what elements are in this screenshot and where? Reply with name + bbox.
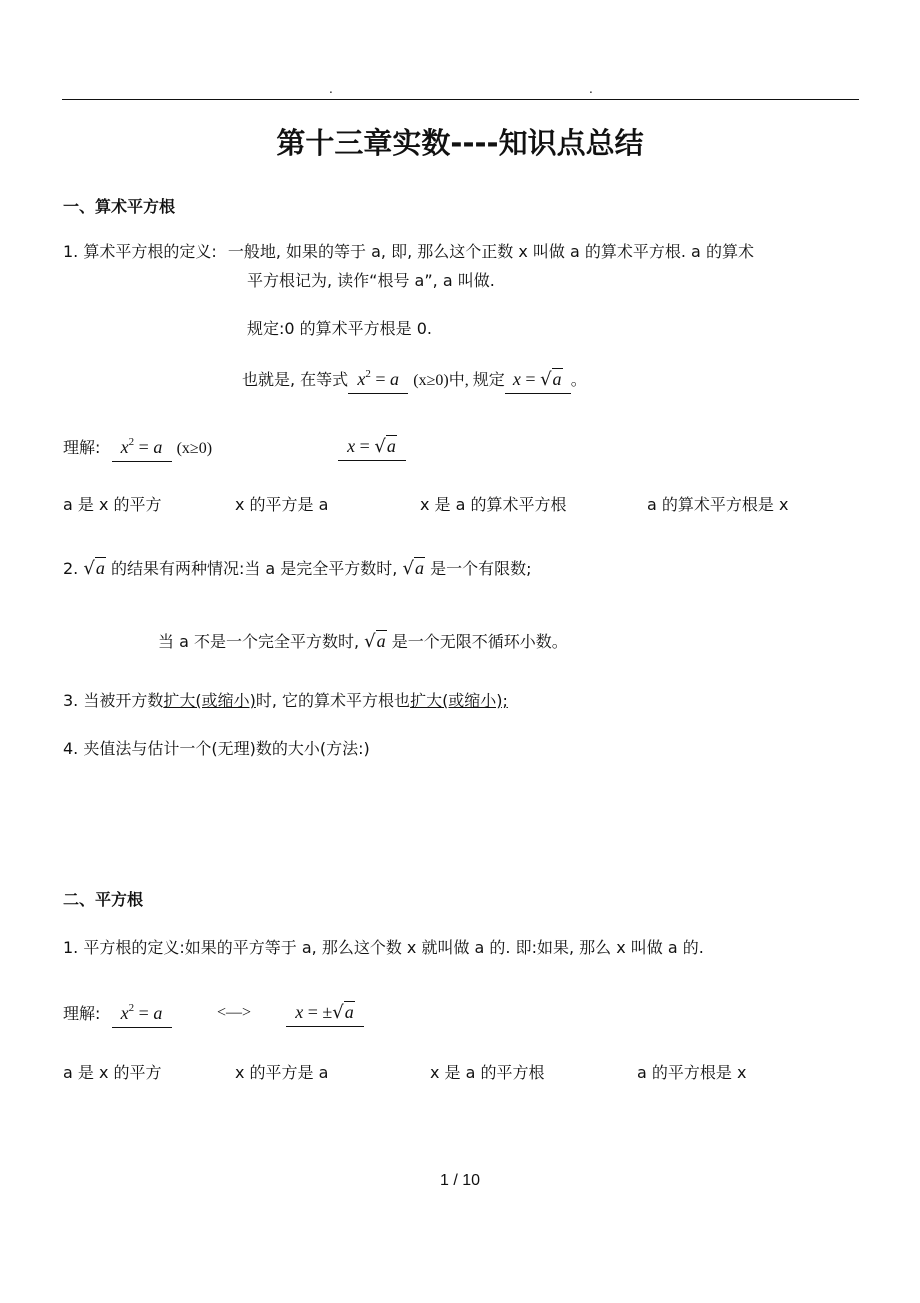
header-rule [62, 99, 859, 100]
section-2-arrow: <—> [217, 1004, 252, 1021]
item-3-number: 3. [63, 691, 79, 710]
header-dot-right: . [589, 82, 593, 96]
item-3-underlined-2: 扩大(或缩小); [410, 691, 508, 710]
item-3-prefix: 当被开方数 [83, 691, 164, 710]
header-dot-left: . [329, 82, 333, 96]
section-heading-square-root: 二、平方根 [63, 890, 144, 909]
also-prefix: 也就是, 在等式 [242, 370, 349, 389]
relation-1-3: x 是 a 的算术平方根 [420, 495, 567, 514]
understand-label: 理解: [63, 438, 101, 457]
item-3-underlined-1: 扩大(或缩小) [163, 691, 256, 710]
item-4-number: 4. [63, 739, 79, 758]
section-heading-arithmetic-sqrt: 一、算术平方根 [63, 197, 176, 216]
relation-1-1: a 是 x 的平方 [63, 495, 162, 514]
item-1-number: 1. [63, 242, 79, 261]
section-2-understand [63, 1002, 172, 1028]
item-1-label: 算术平方根的定义: [83, 242, 217, 261]
item-2-line-2-suffix: 是一个无限不循环小数。 [391, 632, 568, 651]
item-3-middle: 时, 它的算术平方根也 [255, 691, 411, 710]
section-2-formula-x-eq-pm-sqrt-a: x = ±√a [286, 1002, 364, 1027]
understand-condition: (x≥0) [176, 440, 213, 457]
item-2-line-2-prefix: 当 a 不是一个完全平方数时, [158, 632, 360, 651]
sqrt-a: √a [364, 631, 386, 652]
relation-2-3: x 是 a 的平方根 [430, 1063, 545, 1082]
item-2-part-2: 是一个有限数; [430, 559, 532, 578]
item-1-line-1 [63, 242, 754, 261]
section-2-item-1-text: 平方根的定义:如果的平方等于 a, 那么这个数 x 就叫做 a 的. 即:如果, 那么 x 叫做 a 的. [83, 938, 704, 957]
section-2-understand-label: 理解: [63, 1004, 101, 1023]
formula-x-squared-eq-a: $x^2 = a$ [348, 368, 408, 394]
relation-1-2: x 的平方是 a [235, 495, 329, 514]
also-end: 。 [570, 370, 587, 389]
section-2-item-1-number: 1. [63, 938, 79, 957]
item-2-line-1 [63, 558, 531, 580]
understand-row-1 [63, 436, 212, 462]
section-2-formula-x-squared-eq-a: $x^2 = a$ [112, 1002, 172, 1028]
item-3 [63, 691, 508, 710]
item-2-part-1: 的结果有两种情况:当 a 是完全平方数时, [110, 559, 398, 578]
relation-2-2: x 的平方是 a [235, 1063, 329, 1082]
relation-2-4: a 的平方根是 x [637, 1063, 747, 1082]
understand-formula-x-squared-eq-a: $x^2 = a$ [112, 436, 172, 462]
relation-1-4: a 的算术平方根是 x [647, 495, 789, 514]
formula-x-eq-sqrt-a: x = √a [505, 369, 571, 394]
item-1-rule: 规定:0 的算术平方根是 0. [247, 319, 433, 338]
item-2-number: 2. [63, 559, 79, 578]
item-4 [63, 739, 370, 758]
page-number: 1 / 10 [439, 1172, 481, 1189]
section-2-item-1 [63, 938, 704, 957]
sqrt-a: √a [83, 558, 105, 579]
item-1-also-line [242, 368, 587, 394]
item-1-text-line-1: 一般地, 如果的等于 a, 即, 那么这个正数 x 叫做 a 的算术平方根. a 的算术 [227, 242, 754, 261]
item-4-text: 夹值法与估计一个(无理)数的大小(方法:) [83, 739, 370, 758]
also-condition: (x≥0)中, 规定 [413, 372, 505, 389]
item-2-line-2 [158, 631, 568, 653]
relation-2-1: a 是 x 的平方 [63, 1063, 162, 1082]
page-title: 第十三章实数----知识点总结 [276, 126, 644, 160]
understand-formula-sqrt: x = √a [338, 436, 406, 461]
sqrt-a: √a [402, 558, 424, 579]
item-1-text-line-2: 平方根记为, 读作“根号 a”, a 叫做. [247, 271, 495, 290]
